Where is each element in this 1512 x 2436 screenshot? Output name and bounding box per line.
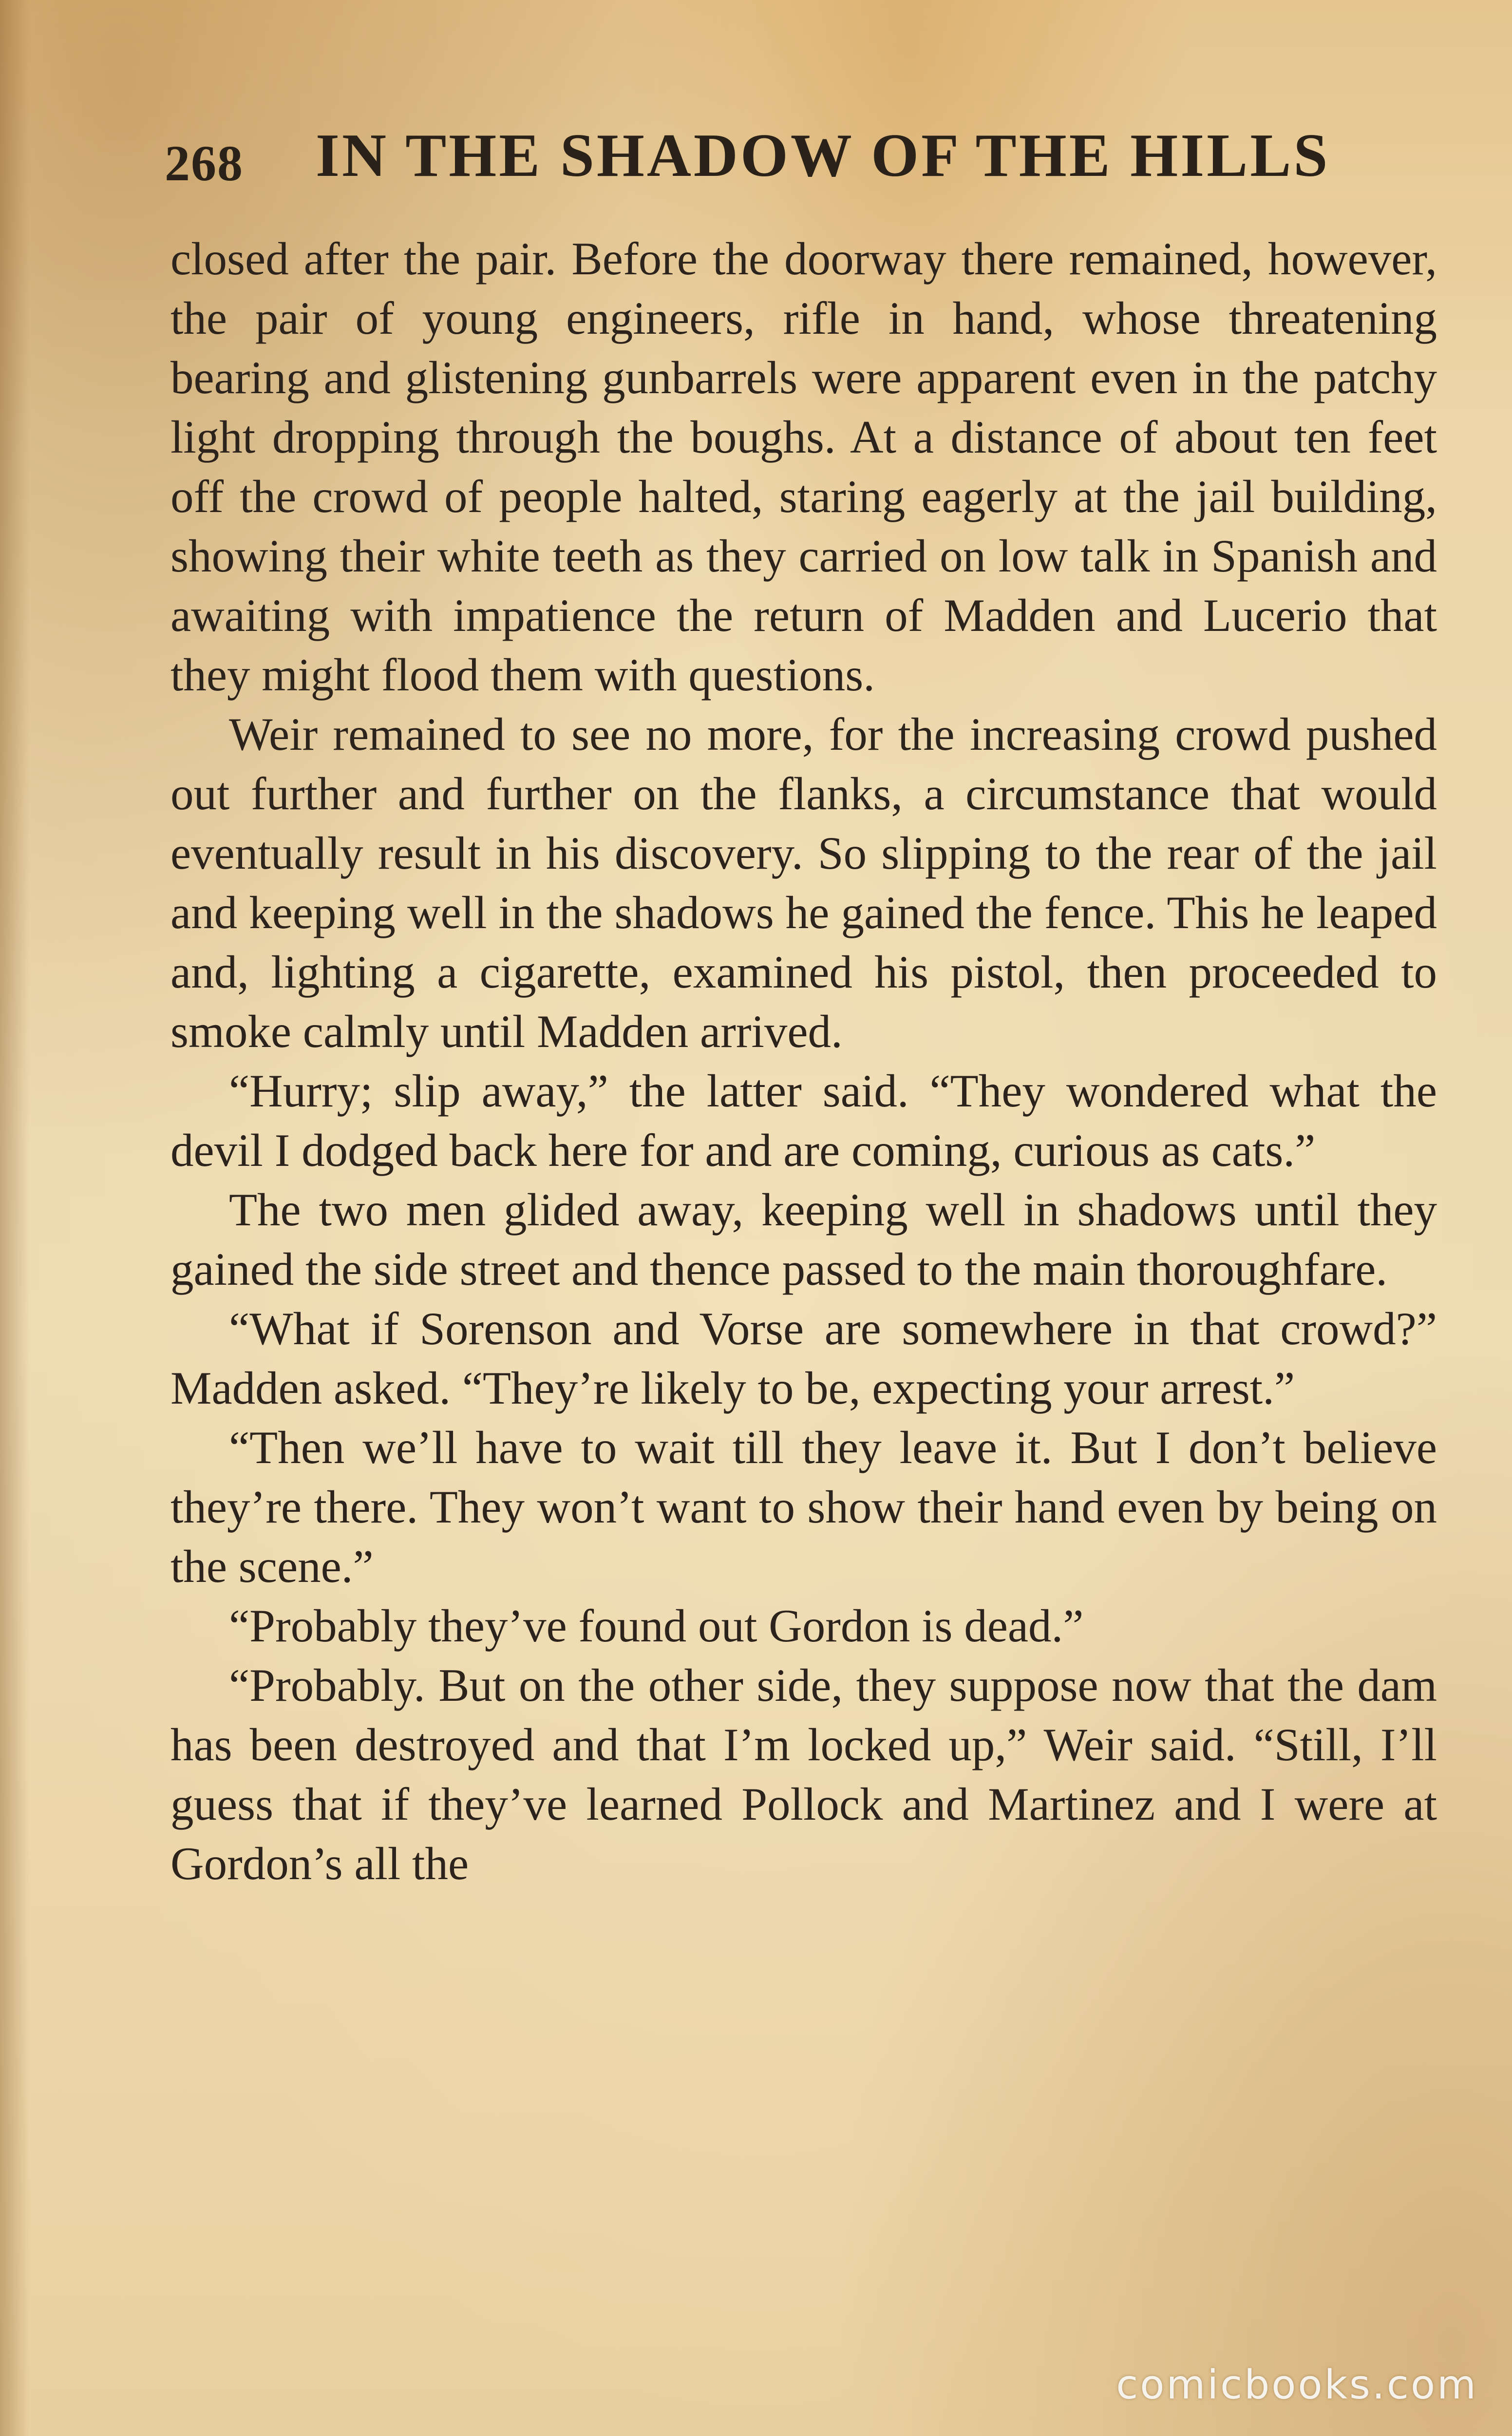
paragraph: “Hurry; slip away,” the latter said. “They wondered what the devil I dodged back here for and are coming, curious as cats.” (170, 1065, 1437, 1176)
running-head: IN THE SHADOW OF THE HILLS (316, 122, 1330, 190)
paragraph: “Probably. But on the other side, they suppose now that the dam has been destroyed and that I’m locked up,” Weir said. “Still, I’ll guess that if they’ve learned Pollock and Martinez and I were at Gordon’s all the (170, 1659, 1437, 1889)
paragraph: “What if Sorenson and Vorse are somewhere in that crowd?” Madden asked. “They’re likely to be, expecting your arrest.” (170, 1303, 1437, 1414)
paragraph: Weir remained to see no more, for the increasing crowd pushed out further and further on the flanks, a circumstance that would eventually result in his discovery. So slipping to the rear of the jail and keeping well in the shadows he gained the fence. This he leaped and, lighting a cigarette, examined his pistol, then proceeded to smoke calmly until Madden arrived. (170, 708, 1437, 1057)
body-text (170, 229, 1437, 1893)
page-number: 268 (165, 135, 244, 191)
page-edge-shadow (0, 0, 29, 2436)
paragraph: “Probably they’ve found out Gordon is dead.” (229, 1600, 1084, 1652)
watermark: comicbooks.com (1116, 2362, 1478, 2408)
paragraph: closed after the pair. Before the doorway there remained, however, the pair of young engineers, rifle in hand, whose threatening bearing and glistening gunbarrels were apparent even in the patchy light dropping through the boughs. At a distance of about ten feet off the crowd of people halted, staring eagerly at the jail building, showing their white teeth as they carried on low talk in Spanish and awaiting with impatience the return of Madden and Lucerio that they might flood them with questions. (170, 233, 1437, 701)
paragraph: “Then we’ll have to wait till they leave it. But I don’t believe they’re there. They won’t want to show their hand even by being on the scene.” (170, 1422, 1437, 1592)
paragraph: The two men glided away, keeping well in shadows until they gained the side street and thence passed to the main thoroughfare. (170, 1184, 1437, 1295)
page-header (165, 121, 1431, 199)
